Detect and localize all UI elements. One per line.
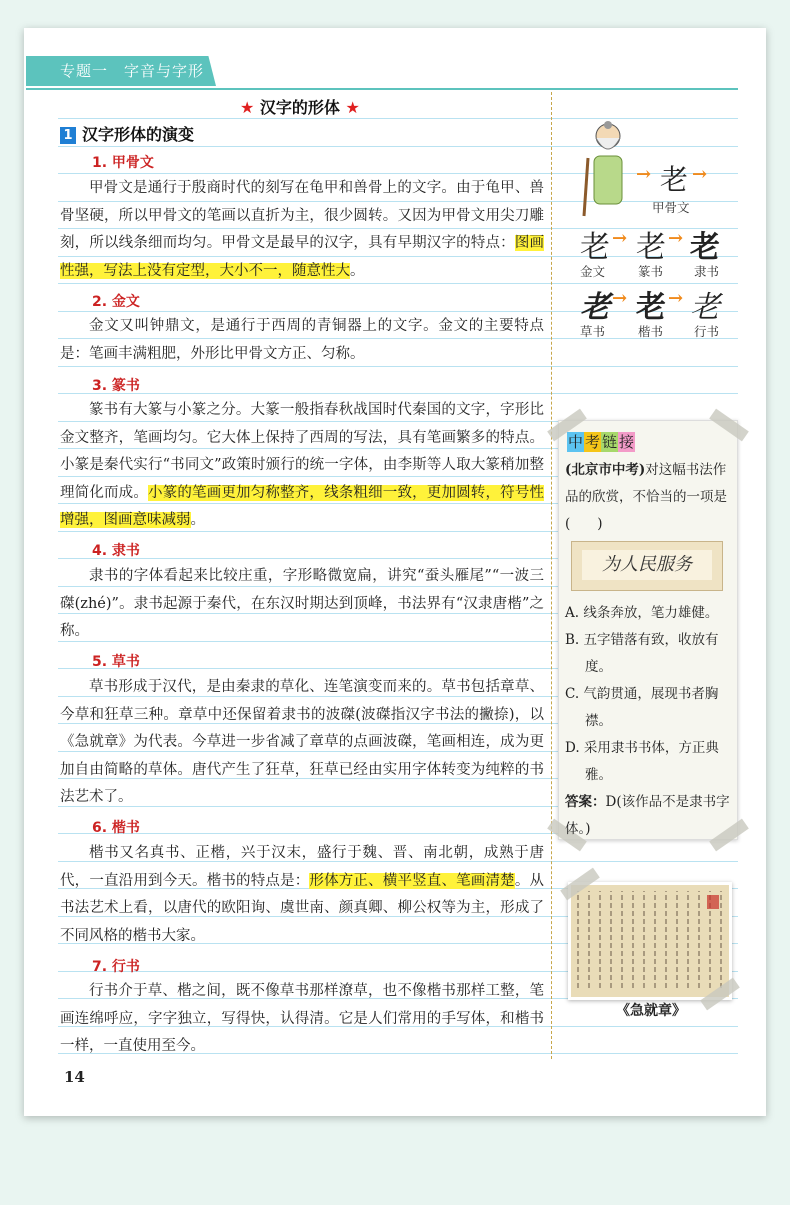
regular-glyph: 老 — [636, 290, 666, 325]
arrow-right-icon: → — [636, 164, 652, 185]
item-heading: 3. 篆书 — [92, 378, 140, 394]
paragraph-text: 。 — [350, 262, 365, 279]
paragraph-text: 隶书的字体看起来比较庄重，字形略微宽扁，讲究“蚕头雁尾”“一波三磔(zhé)”。隶书起源于秦代，在东汉时期达到顶峰，书法界有“汉隶唐楷”之称。 — [60, 568, 544, 639]
column-divider — [551, 92, 552, 1059]
label-zhuanshu: 篆书 — [638, 264, 664, 279]
label-jiaguwen: 甲骨文 — [652, 200, 690, 215]
answer-label: 答案： — [565, 794, 606, 810]
paragraph-text: 甲骨文是通行于殷商时代的刻写在龟甲和兽骨上的文字。由于龟甲、兽骨坚硬，所以甲骨文的笔画以直折为主，很少圆转。又因为甲骨文用尖刀雕刻，所以线条细而均匀。甲骨文是最早的汉字，具有早期汉字的特点： — [60, 180, 544, 251]
cursive-glyph: 老 — [580, 290, 610, 325]
arrow-right-icon: → — [668, 288, 684, 309]
answer-text: D(该作品不是隶书字体。) — [565, 794, 730, 837]
paragraph-text: 行书介于草、楷之间，既不像草书那样潦草，也不像楷书那样工整，笔画连绵呼应，字字独立，写得快，认得清。它是人们常用的手写体，和楷书一样，一直使用至今。 — [60, 983, 544, 1054]
highlighted-text: 形体方正、横平竖直、笔画清楚 — [309, 872, 515, 889]
paragraph-text: 金文又叫钟鼎文，是通行于西周的青铜器上的文字。金文的主要特点是：笔画丰满粗肥，外形比甲骨文方正、匀称。 — [60, 318, 544, 362]
label-lishu: 隶书 — [694, 264, 720, 279]
link-box-body — [565, 457, 768, 843]
section-title: 汉字形体的演变 — [82, 125, 195, 144]
item-heading: 2. 金文 — [92, 294, 140, 310]
arrow-right-icon: → — [668, 228, 684, 249]
calligraphy-scroll-image — [571, 541, 723, 591]
page-title — [240, 95, 360, 118]
option-d: D. 采用隶书书体，方正典雅。 — [565, 740, 719, 783]
item-paragraph — [60, 313, 544, 368]
label-caoshu: 草书 — [580, 324, 606, 339]
label-kaishu: 楷书 — [638, 324, 664, 339]
paragraph-text: 草书形成于汉代，是由秦隶的草化、连笔演变而来的。草书包括章草、今草和狂草三种。章草中还保留着隶书的波磔(波磔指汉字书法的撇捺)，以《急就章》为代表。今草进一步省减了章草的点画波磔，笔画相连，成为更加自由简略的草体。唐代产生了狂草，狂草已经由实用字体转变为纯粹的书法艺术了。 — [60, 679, 544, 805]
link-box-title — [567, 431, 635, 452]
label-xingshu: 行书 — [694, 324, 720, 339]
item-paragraph — [60, 397, 544, 535]
ruled-line — [58, 146, 738, 147]
header-label: 专题一 字音与字形 — [60, 62, 205, 80]
label-jinwen: 金文 — [580, 264, 606, 279]
seal-stamp — [707, 895, 719, 909]
ruled-line — [58, 393, 738, 394]
oracle-glyph: 老 — [660, 163, 689, 196]
photo-caption: 《急就章》 — [616, 1003, 686, 1019]
question-text: 对这幅书法作品的欣赏，不恰当的一项是 ( ) — [565, 462, 768, 532]
page-title-text: 汉字的形体 — [259, 98, 340, 117]
paragraph-text: 。 — [190, 512, 205, 528]
seal-glyph: 老 — [636, 230, 666, 265]
item-heading: 7. 行书 — [92, 959, 140, 975]
clerical-glyph: 老 — [690, 230, 720, 265]
exam-link-box — [558, 420, 768, 840]
paragraph-text: 楷书又名真书、正楷，兴于汉末，盛行于魏、晋、南北朝，成熟于唐代，一直沿用到今天。楷书的特点是： — [60, 845, 544, 889]
calligraphy-text: 为人民服务 — [582, 550, 712, 580]
title-char: 链 — [602, 433, 618, 451]
section-number-badge: 1 — [60, 127, 76, 144]
calligraphy-rows — [577, 891, 723, 991]
item-heading: 5. 草书 — [92, 654, 140, 670]
section-heading — [60, 122, 194, 145]
item-heading: 4. 隶书 — [92, 543, 140, 559]
arrow-right-icon: → — [612, 228, 628, 249]
arrow-right-icon: → — [612, 288, 628, 309]
header-rule — [26, 88, 738, 90]
option-a: A. 线条奔放，笔力雄健。 — [565, 605, 719, 621]
arrow-right-icon: → — [692, 164, 708, 185]
jijiuzhang-image — [568, 882, 732, 1000]
title-char: 考 — [585, 433, 601, 451]
question-source: (北京市中考) — [565, 462, 646, 478]
highlighted-text: 小篆的笔画更加匀称整齐，线条粗细一致，更加圆转，符号性增强，图画意味减弱 — [60, 484, 544, 528]
title-char: 中 — [568, 433, 584, 451]
option-c: C. 气韵贯通，展现书者胸襟。 — [565, 686, 719, 729]
star-icon: ★ — [240, 98, 255, 117]
item-paragraph — [60, 175, 544, 285]
item-paragraph — [60, 978, 544, 1061]
answer — [565, 789, 731, 843]
item-paragraph — [60, 674, 544, 812]
ruled-line — [58, 118, 738, 119]
paragraph-text: 。从书法艺术上看，以唐代的欧阳询、虞世南、颜真卿、柳公权等为主，形成了不同风格的楷书大家。 — [60, 872, 544, 944]
item-heading: 1. 甲骨文 — [92, 155, 154, 171]
paragraph-text: 篆书有大篆与小篆之分。大篆一般指春秋战国时代秦国的文字，字形比金文整齐，笔画均匀。它大体上保持了西周的写法，具有笔画繁多的特点。小篆是秦代实行“书同文”政策时颁行的统一字体，由李斯等人取大篆稍加整理简化而成。 — [60, 402, 544, 501]
bronze-glyph: 老 — [580, 230, 610, 265]
title-char: 接 — [619, 433, 635, 451]
page-number: 14 — [64, 1068, 85, 1086]
option-b: B. 五字错落有致，收放有度。 — [565, 632, 719, 675]
question — [565, 457, 768, 538]
sage-illustration-icon — [578, 118, 636, 218]
highlighted-text: 图画性强，写法上没有定型，大小不一，随意性大 — [60, 235, 544, 279]
star-icon: ★ — [345, 98, 360, 117]
item-heading: 6. 楷书 — [92, 820, 140, 836]
item-paragraph — [60, 563, 544, 646]
running-glyph: 老 — [690, 290, 720, 325]
item-paragraph — [60, 840, 544, 950]
